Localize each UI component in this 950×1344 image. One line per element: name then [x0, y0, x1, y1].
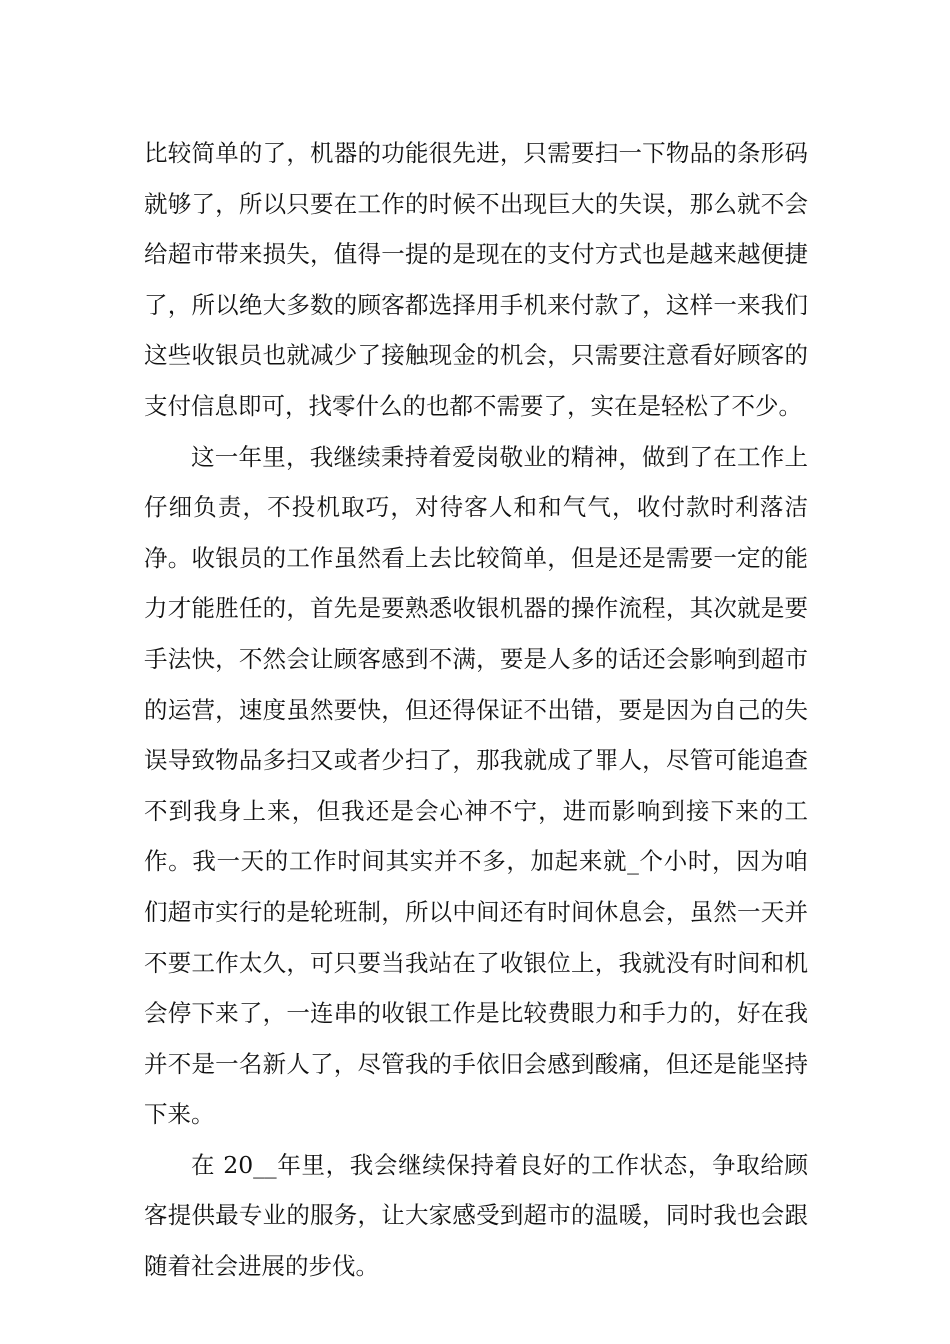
- document-body: [144, 128, 808, 1292]
- paragraph-work-attitude: 这一年里，我继续秉持着爱岗敬业的精神，做到了在工作上仔细负责，不投机取巧，对待客人和和气气，收付款时利落洁净。收银员的工作虽然看上去比较简单，但是还是需要一定的能力才能胜任的，首先是要熟悉收银机器的操作流程，其次就是要手法快，不然会让顾客感到不满，要是人多的话还会影响到超市的运营，速度虽然要快，但还得保证不出错，要是因为自己的失误导致物品多扫又或者少扫了，那我就成了罪人，尽管可能追查不到我身上来，但我还是会心神不宁，进而影响到接下来的工作。我一天的工作时间其实并不多，加起来就_个小时，因为咱们超市实行的是轮班制，所以中间还有时间休息会，虽然一天并不要工作太久，可只要当我站在了收银位上，我就没有时间和机会停下来了，一连串的收银工作是比较费眼力和手力的，好在我并不是一名新人了，尽管我的手依旧会感到酸痛，但还是能坚持下来。: [144, 442, 808, 1129]
- paragraph-future-plan: 在 20__年里，我会继续保持着良好的工作状态，争取给顾客提供最专业的服务，让大家感受到超市的温暖，同时我也会跟随着社会进展的步伐。: [144, 1150, 808, 1281]
- paragraph-continuation: 比较简单的了，机器的功能很先进，只需要扫一下物品的条形码就够了，所以只要在工作的时候不出现巨大的失误，那么就不会给超市带来损失，值得一提的是现在的支付方式也是越来越便捷了，所以绝大多数的顾客都选择用手机来付款了，这样一来我们这些收银员也就减少了接触现金的机会，只需要注意看好顾客的支付信息即可，找零什么的也都不需要了，实在是轻松了不少。: [144, 139, 808, 420]
